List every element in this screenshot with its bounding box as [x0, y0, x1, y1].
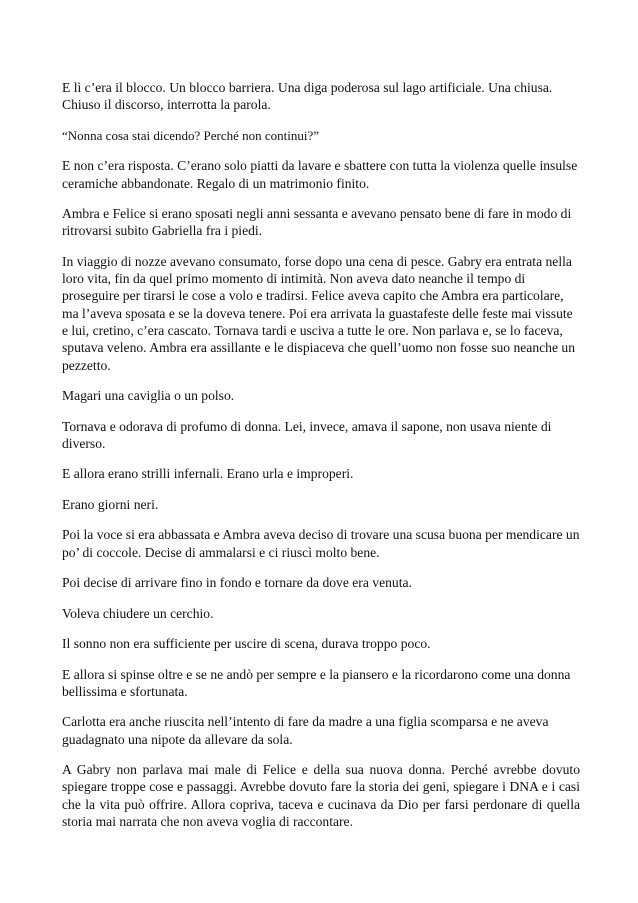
paragraph: Il sonno non era sufficiente per uscire di scena, durava troppo poco.	[62, 636, 431, 652]
paragraph: Erano giorni neri.	[62, 496, 159, 512]
paragraph: Tornava e odorava di profumo di donna. Lei, invece, amava il sapone, non usava niente di diverso.	[62, 418, 552, 451]
paragraph: E lì c’era il blocco. Un blocco barriera. Una diga poderosa sul lago artificiale. Una chiusa. Chiuso il discorso, interrotta la parola.	[62, 80, 553, 113]
paragraph: Poi decise di arrivare fino in fondo e tornare da dove era venuta.	[62, 575, 412, 591]
paragraph: A Gabry non parlava mai male di Felice e della sua nuova donna. Perché avrebbe dovuto spiegare troppe cose e passaggi. Avrebbe dovuto fare la storia dei geni, spiegare i DNA e i casi che la vita può offrire. Allora copriva, taceva e cucinava da Dio per farsi perdonare di quella storia mai narrata che non aveva voglia di raccontare.	[62, 762, 580, 830]
paragraph: Carlotta era anche riuscita nell’intento di fare da madre a una figlia scomparsa e ne aveva guadagnato una nipote da allevare da sola.	[62, 714, 549, 747]
document-body	[62, 79, 580, 844]
paragraph: Poi la voce si era abbassata e Ambra aveva deciso di trovare una scusa buona per mendicare un po’ di coccole. Decise di ammalarsi e ci riuscì molto bene.	[62, 527, 580, 560]
paragraph: E non c’era risposta. C’erano solo piatti da lavare e sbattere con tutta la violenza quelle insulse ceramiche abbandonate. Regalo di un matrimonio finito.	[62, 158, 578, 191]
paragraph: E allora erano strilli infernali. Erano urla e improperi.	[62, 466, 354, 482]
paragraph: Magari una caviglia o un polso.	[62, 388, 235, 404]
paragraph: “Nonna cosa stai dicendo? Perché non continui?”	[62, 127, 320, 143]
paragraph: Ambra e Felice si erano sposati negli anni sessanta e avevano pensato bene di fare in modo di ritrovarsi subito Gabriella fra i piedi.	[62, 206, 572, 239]
paragraph: E allora si spinse oltre e se ne andò per sempre e la piansero e la ricordarono come una donna bellissima e sfortunata.	[62, 666, 571, 699]
paragraph: Voleva chiudere un cerchio.	[62, 605, 214, 621]
paragraph: In viaggio di nozze avevano consumato, forse dopo una cena di pesce. Gabry era entrata nella loro vita, fin da quel primo momento di intimità. Non aveva dato neanche il tempo di proseguire per tirarsi le cose a volo e tradirsi. Felice aveva capito che Ambra era particolare, ma l’aveva sposata e se la doveva tenere. Poi era arrivata la guastafeste delle feste mai vissute e lui, cretino, c’era cascato. Tornava tardi e usciva a tutte le ore. Non parlava e, se lo faceva, sputava veleno. Ambra era assillante e le dispiaceva che quell’uomo non fosse suo neanche un pezzetto.	[62, 253, 575, 373]
